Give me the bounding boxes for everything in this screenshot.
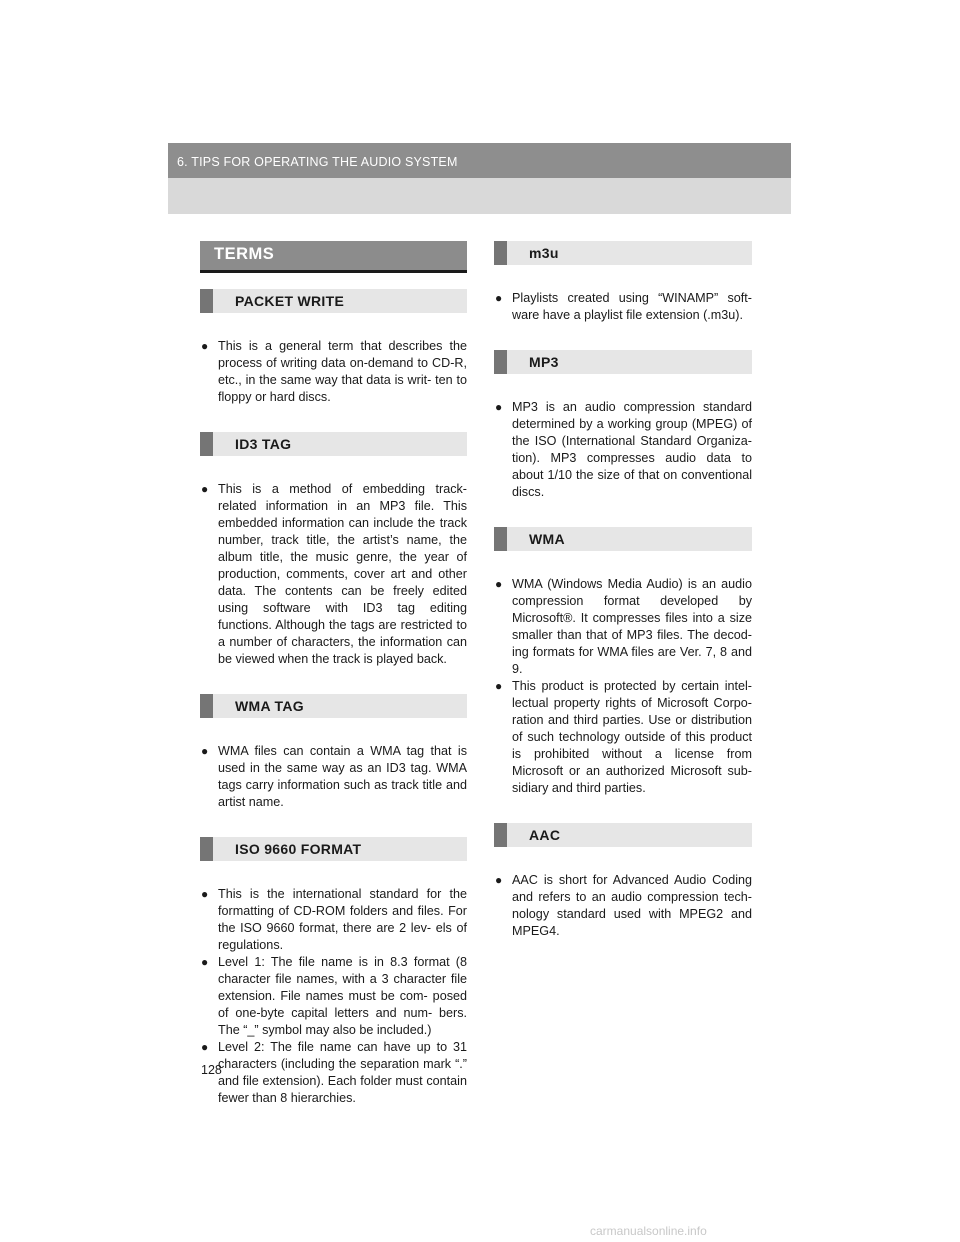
terms-heading xyxy=(200,241,467,273)
bullet-list xyxy=(200,743,467,811)
bullet-item: ● AAC is short for Advanced Audio Coding and refers to an audio compression tech- nology standard used with MPEG2 and MPEG4. xyxy=(495,873,752,938)
bullet-item: ● This is a general term that describes the process of writing data on-demand to CD-R, etc., in the same way that data is writ- ten to floppy or hard discs. xyxy=(201,339,467,404)
bullet-dot-icon: ● xyxy=(495,291,503,305)
section-heading-aac xyxy=(494,823,752,847)
bullet-item: ● Level 2: The file name can have up to 31 characters (including the separation mark “.” and file extension). Each folder must contain fewer than 8 hierarchies. xyxy=(201,1040,467,1105)
section-marker xyxy=(200,694,213,718)
section-marker xyxy=(494,241,507,265)
section-heading-wma-tag xyxy=(200,694,467,718)
chapter-header xyxy=(168,143,791,214)
bullet-dot-icon: ● xyxy=(201,955,209,969)
section-heading-m3u xyxy=(494,241,752,265)
section-heading-mp3 xyxy=(494,350,752,374)
bullet-list xyxy=(200,886,467,1107)
section-marker xyxy=(200,289,213,313)
chapter-header-bar xyxy=(168,143,791,178)
bullet-dot-icon: ● xyxy=(201,887,209,901)
page-number: 128 xyxy=(201,1063,222,1077)
section-heading-wma xyxy=(494,527,752,551)
left-column xyxy=(200,241,467,1107)
bullet-item: ● WMA (Windows Media Audio) is an audio compression format developed by Microsoft®. It compresses files into a size smaller than that of MP3 files. The decod- ing formats for WMA files are Ver. 7, 8 and 9. xyxy=(495,577,752,676)
section-heading-iso-9660-format xyxy=(200,837,467,861)
section-marker xyxy=(494,527,507,551)
section-title: WMA TAG xyxy=(235,698,304,714)
terms-heading-label: TERMS xyxy=(214,245,275,263)
right-column xyxy=(494,241,752,940)
section-marker xyxy=(494,823,507,847)
section-title: WMA xyxy=(529,531,565,547)
bullet-list xyxy=(494,872,752,940)
section-marker xyxy=(200,432,213,456)
chapter-title: 6. TIPS FOR OPERATING THE AUDIO SYSTEM xyxy=(177,155,458,169)
watermark: carmanualsonline.info xyxy=(590,1224,707,1238)
section-title: MP3 xyxy=(529,354,559,370)
section-title: ID3 TAG xyxy=(235,436,292,452)
bullet-dot-icon: ● xyxy=(495,400,503,414)
bullet-dot-icon: ● xyxy=(201,339,209,353)
section-title: ISO 9660 FORMAT xyxy=(235,841,362,857)
bullet-item: ● This is a method of embedding track- related information in an MP3 file. This embedded information can include the track number, track title, the artist’s name, the album title, the music genre, the year of production, comments, cover art and other data. The contents can be freely edited using software with ID3 tag editing functions. Although the tags are restricted to a number of characters, the information can be viewed when the track is played back. xyxy=(201,482,467,666)
bullet-item: ● WMA files can contain a WMA tag that is used in the same way as an ID3 tag. WMA tags carry information such as track title and artist name. xyxy=(201,744,467,809)
bullet-list xyxy=(494,399,752,501)
bullet-dot-icon: ● xyxy=(495,679,503,693)
bullet-dot-icon: ● xyxy=(201,1040,209,1054)
section-title: m3u xyxy=(529,245,559,261)
bullet-item: ● MP3 is an audio compression standard determined by a working group (MPEG) of the ISO (International Standard Organiza- tion). MP3 compresses audio data to about 1/10 the size of that on conventional discs. xyxy=(495,400,752,499)
section-marker xyxy=(200,837,213,861)
bullet-dot-icon: ● xyxy=(495,873,503,887)
bullet-item: ● This product is protected by certain intel- lectual property rights of Microsoft Corpo- ration and third parties. Use or distribution of such technology outside of this product is prohibited without a license from Microsoft or an authorized Microsoft sub- sidiary and third parties. xyxy=(495,679,752,795)
bullet-list xyxy=(200,481,467,668)
bullet-item: ● Level 1: The file name is in 8.3 format (8 character file names, with a 3 character file extension. File names must be com- posed of one-byte capital letters and num- bers. The “_” symbol may also be included.) xyxy=(201,955,467,1037)
bullet-item: ● This is the international standard for the formatting of CD-ROM folders and files. For the ISO 9660 format, there are 2 lev- els of regulations. xyxy=(201,887,467,952)
bullet-item: ● Playlists created using “WINAMP” soft- ware have a playlist file extension (.m3u). xyxy=(495,291,752,322)
bullet-dot-icon: ● xyxy=(201,482,209,496)
section-heading-packet-write xyxy=(200,289,467,313)
bullet-list xyxy=(200,338,467,406)
section-title: PACKET WRITE xyxy=(235,293,345,309)
bullet-list xyxy=(494,290,752,324)
bullet-list xyxy=(494,576,752,797)
bullet-dot-icon: ● xyxy=(201,744,209,758)
bullet-dot-icon: ● xyxy=(495,577,503,591)
section-heading-id3-tag xyxy=(200,432,467,456)
section-title: AAC xyxy=(529,827,561,843)
section-marker xyxy=(494,350,507,374)
